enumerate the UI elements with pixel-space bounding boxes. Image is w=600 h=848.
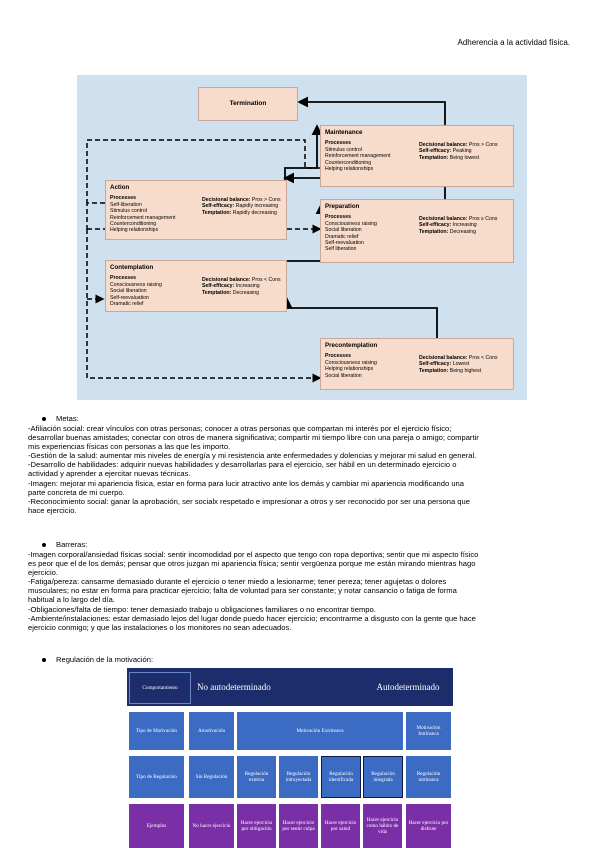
balance-label: Decisional balance: — [202, 277, 251, 283]
text-line: ejercicio conmigo; y que las instalaciones o los monitores no sean adecuados. — [28, 622, 292, 632]
regulacion-heading-text: Regulación de la motivación: — [56, 655, 154, 664]
process-item: Helping relationships — [325, 166, 374, 173]
efficacy-label: Self-efficacy: — [202, 283, 235, 290]
efficacy-value: Increasing — [452, 222, 477, 229]
ejemplo-cell: Hacer ejercicio por salud — [321, 804, 360, 848]
text-line: -Ambiente/instalaciones: estar demasiado lejos del lugar donde puedo hacer ejercicio; encontrarme a disgusto con la gente que hace — [28, 613, 476, 623]
balance-value: Pros ≥ Cons — [468, 216, 498, 222]
temptation-value: Rapidly decreasing — [232, 209, 277, 216]
motivacion-intrinseca-cell: Motivación Intrínseca — [406, 712, 451, 750]
process-item: Consciousness raising — [325, 220, 377, 227]
text-line: -Imagen: mejorar mi apariencia física, estar en forma para lucir atractivo ante los demás y cambiar mi apariencia modificando una — [28, 478, 464, 488]
maintenance-box — [320, 125, 514, 187]
bullet-dot — [42, 543, 46, 547]
process-item: Dramatic relief — [325, 233, 359, 240]
process-item: Reinforcement management — [325, 153, 391, 160]
ejemplo-cell: Hacer ejercicio por sentir culpa — [279, 804, 318, 848]
process-item: Social liberation — [110, 288, 147, 295]
metas-heading — [42, 414, 79, 423]
process-item: Social liberation — [325, 372, 362, 379]
text-line: hace ejercicio. — [28, 505, 77, 515]
efficacy-value: Peaking — [452, 148, 472, 155]
precontemplation-processes-label: Processes — [325, 353, 351, 360]
autodeterminado-label: Autodeterminado — [376, 682, 440, 692]
preparation-processes-label: Processes — [325, 214, 351, 221]
process-item: Counterconditioning — [325, 159, 372, 166]
termination-box: Termination — [198, 87, 298, 121]
barreras-text — [28, 550, 576, 632]
text-line: es peor que el de los demás; pensar que otros juzgan mi apariencia física; sentir vergüenza porque me están mirando mientras hago — [28, 559, 476, 569]
process-item: Helping relationships — [110, 227, 159, 234]
temptation-value: Being highest — [449, 367, 482, 374]
maintenance-processes-label: Processes — [325, 140, 351, 147]
process-item: Stimulus control — [325, 146, 362, 153]
ejemplo-cell: Hacer ejercicio como hábito de vida — [363, 804, 402, 848]
process-item: Counterconditioning — [110, 221, 157, 228]
action-box — [105, 180, 287, 240]
text-line: -Afiliación social: crear vínculos con otras personas; conocer a otras personas que compartan mi interés por el ejercicio físico; — [28, 424, 452, 433]
contemplation-processes-label: Processes — [110, 275, 136, 282]
tipo-regulacion-label: Tipo de Regulación — [129, 756, 184, 798]
bullet-dot — [42, 417, 46, 421]
efficacy-label: Self-efficacy: — [202, 203, 235, 210]
regulacion-heading — [42, 655, 153, 664]
temptation-value: Being lowest — [449, 154, 480, 161]
text-line: -Imagen corporal/ansiedad físicas social: sentir incomodidad por el aspecto que tengo con ropa deportiva; sentir que mi aspecto físico — [28, 550, 479, 559]
balance-value: Pros > Cons — [251, 197, 281, 203]
no-autodeterminado-label: No autodeterminado — [197, 682, 271, 692]
document-header: Adherencia a la actividad física. — [457, 38, 570, 47]
action-title: Action — [110, 184, 130, 191]
process-item: Helping relationships — [325, 366, 374, 373]
temptation-value: Decreasing — [449, 228, 476, 235]
process-item: Stimulus control — [110, 208, 147, 215]
process-item: Self-liberation — [110, 201, 142, 208]
temptation-label: Temptation: — [202, 209, 232, 216]
amotivacion-cell: Amotivación — [189, 712, 234, 750]
temptation-value: Decreasing — [232, 289, 259, 296]
barreras-heading — [42, 540, 87, 549]
process-item: Self-reevaluation — [110, 294, 149, 301]
balance-value: Pros < Cons — [468, 355, 498, 361]
regulacion-integrada-cell: Regulación integrada — [363, 756, 403, 798]
efficacy-label: Self-efficacy: — [419, 148, 452, 155]
temptation-label: Temptation: — [419, 228, 449, 235]
temptation-label: Temptation: — [419, 367, 449, 374]
text-line: -Reconocimiento social: ganar la aprobación, ser socialx respetado e impresionar a otros y ser reconocido por ser una persona que — [28, 496, 470, 506]
efficacy-value: Increasing — [235, 283, 260, 290]
contemplation-box — [105, 260, 287, 312]
regulacion-intrinseca-cell: Regulación intrínseca — [406, 756, 451, 798]
ejemplos-label: Ejemplos — [129, 804, 184, 848]
text-line: ejercicio. — [28, 568, 58, 578]
temptation-label: Temptation: — [419, 154, 449, 161]
metas-text — [28, 424, 576, 515]
balance-label: Decisional balance: — [419, 355, 468, 361]
bullet-dot — [42, 658, 46, 662]
preparation-title: Preparation — [325, 203, 360, 210]
action-processes-label: Processes — [110, 195, 136, 202]
text-line: musculares; no estar en forma para practicar ejercicio; falta de voluntad para ser constante; y notar cansancio o fatiga de forma — [28, 586, 457, 596]
motivacion-extrinseca-cell: Motivación Extrínseca — [237, 712, 403, 750]
maintenance-title: Maintenance — [325, 129, 363, 136]
text-line: actividad y aprender a ejercitar nuevas técnicas. — [28, 469, 191, 479]
ejemplo-cell: Hacer ejercicio por disfrute — [406, 804, 451, 848]
text-line: mis experiencias físicas con personas a las que les importo. — [28, 442, 231, 452]
tipo-motivacion-label: Tipo de Motivación — [129, 712, 184, 750]
text-line: habitual a lo largo del día. — [28, 595, 115, 605]
efficacy-label: Self-efficacy: — [419, 361, 452, 368]
stages-of-change-diagram — [77, 75, 527, 400]
balance-label: Decisional balance: — [419, 142, 468, 148]
preparation-box — [320, 199, 514, 263]
process-item: Social liberation — [325, 227, 362, 234]
regulacion-externa-cell: Regulación externa — [237, 756, 276, 798]
text-line: parte concreta de mi cuerpo. — [28, 487, 125, 497]
precontemplation-box — [320, 338, 514, 390]
text-line: -Fatiga/pereza: cansarme demasiado durante el ejercicio o tener miedo a lesionarme; tener pereza; tener agujetas o dolores — [28, 577, 447, 587]
text-line: -Obligaciones/falta de tiempo: tener demasiado trabajo u obligaciones familiares o no encontrar tiempo. — [28, 604, 376, 614]
process-item: Self-reevaluation — [325, 240, 364, 247]
motivation-table — [127, 668, 453, 848]
efficacy-value: Rapidly increasing — [235, 203, 279, 210]
process-item: Reinforcement management — [110, 214, 176, 221]
sin-regulacion-cell: Sin Regulación — [189, 756, 234, 798]
text-line: desarrollar buenas amistades; conectar con otros de manera significativa; compartir mi tiempo libre con una pareja o amigo; compartir — [28, 433, 479, 443]
balance-value: Pros > Cons — [468, 142, 498, 148]
balance-value: Pros < Cons — [251, 277, 281, 283]
balance-label: Decisional balance: — [202, 197, 251, 203]
regulacion-introyectada-cell: Regulación introyectada — [279, 756, 318, 798]
process-item: Consciousness raising — [110, 281, 162, 288]
comportamiento-label: Comportamiento — [129, 672, 191, 704]
process-item: Consciousness raising — [325, 359, 377, 366]
ejemplo-cell: Hacer ejercicio por obligación — [237, 804, 276, 848]
metas-heading-text: Metas: — [56, 414, 79, 423]
temptation-label: Temptation: — [202, 289, 232, 296]
barreras-heading-text: Barreras: — [56, 540, 88, 549]
balance-label: Decisional balance: — [419, 216, 468, 222]
precontemplation-title: Precontemplation — [325, 342, 378, 349]
text-line: -Desarrollo de habilidades: adquirir nuevas habilidades y desarrollarlas para el ejercicio, ser hábil en un determinado ejercicio o — [28, 460, 457, 470]
ejemplo-cell: No hacer ejercicio — [189, 804, 234, 848]
process-item: Dramatic relief — [110, 301, 144, 308]
process-item: Self liberation — [325, 246, 357, 253]
text-line: -Gestión de la salud: aumentar mis niveles de energía y mi resistencia ante enfermedades y dolencias y mejorar mi salud en general. — [28, 451, 477, 461]
efficacy-label: Self-efficacy: — [419, 222, 452, 229]
efficacy-value: Lowest — [452, 361, 470, 368]
regulacion-identificada-cell: Regulación identificada — [321, 756, 361, 798]
contemplation-title: Contemplation — [110, 264, 154, 271]
